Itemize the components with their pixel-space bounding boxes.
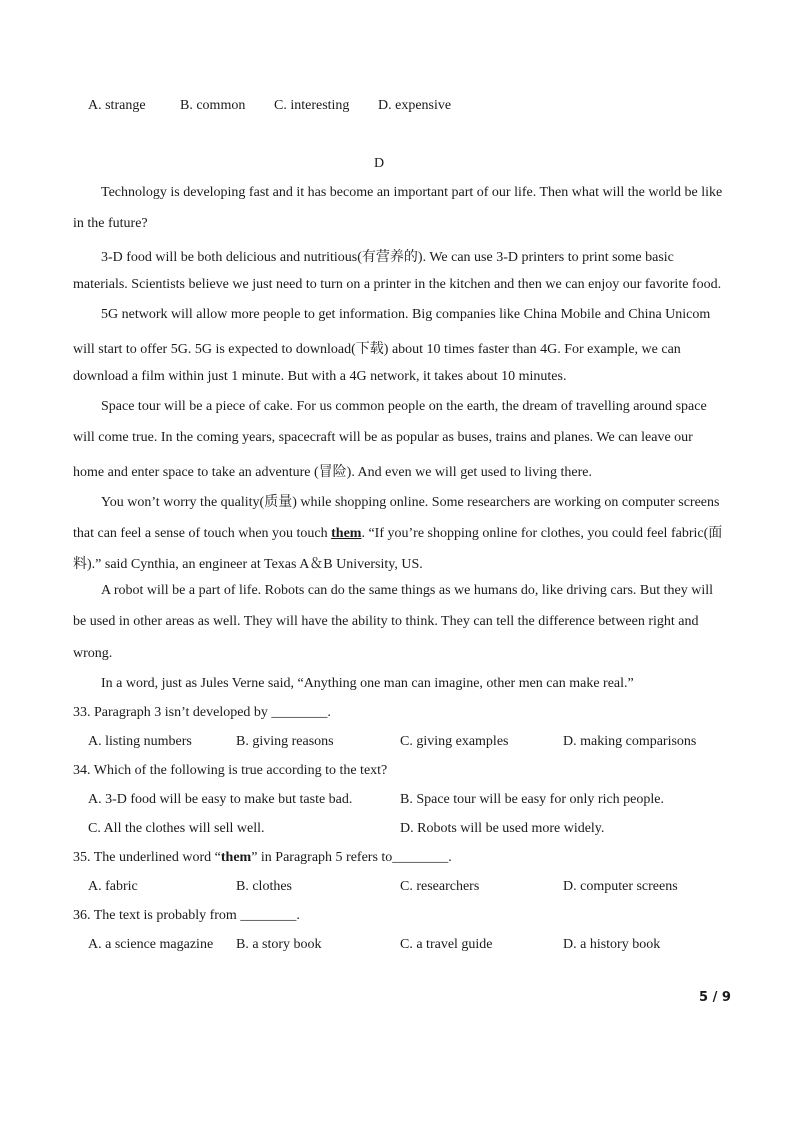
option-d: D. Robots will be used more widely.: [400, 821, 605, 836]
paragraph-2-line-1: 3-D food will be both delicious and nutritious(有营养的). We can use 3-D printers to print some basic: [101, 250, 674, 265]
option-a: A. a science magazine: [88, 937, 214, 952]
question-36-options: [0, 937, 800, 957]
paragraph-5-text: that can feel a sense of touch when you touch: [73, 526, 332, 541]
option-d: D. computer screens: [563, 879, 678, 894]
paragraph-7-line-1: In a word, just as Jules Verne said, “Anything one man can imagine, other men can make real.”: [101, 676, 634, 691]
question-35-stem: [73, 850, 452, 866]
option-b: B. common: [180, 98, 246, 113]
underlined-word: them: [331, 526, 362, 541]
question-33-stem: 33. Paragraph 3 isn’t developed by ________.: [73, 705, 331, 720]
paragraph-6-line-1: A robot will be a part of life. Robots can do the same things as we humans do, like driving cars. But they will: [101, 583, 714, 598]
question-35-text: 35. The underlined word “: [73, 850, 221, 865]
option-c: C. interesting: [274, 98, 350, 113]
paragraph-6-line-3: wrong.: [73, 646, 113, 661]
option-c: C. giving examples: [400, 734, 509, 749]
question-34-stem: 34. Which of the following is true according to the text?: [73, 763, 388, 778]
option-d: D. expensive: [378, 98, 452, 113]
paragraph-3-line-3: download a film within just 1 minute. But with a 4G network, it takes about 10 minutes.: [73, 369, 567, 384]
option-a: A. 3-D food will be easy to make but taste bad.: [88, 792, 353, 807]
question-35-text: ” in Paragraph 5 refers to________.: [251, 850, 452, 865]
option-a: A. fabric: [88, 879, 138, 894]
paragraph-5-line-1: You won’t worry the quality(质量) while shopping online. Some researchers are working on computer screens: [101, 495, 720, 510]
option-b: B. giving reasons: [236, 734, 334, 749]
paragraph-6-line-2: be used in other areas as well. They will have the ability to think. They can tell the difference between right and: [73, 614, 699, 629]
question-33-options: [0, 734, 800, 754]
paragraph-5-line-2: [73, 522, 722, 542]
paragraph-5-line-3: 料).” said Cynthia, an engineer at Texas A＆B University, US.: [73, 557, 423, 572]
option-d: D. a history book: [563, 937, 661, 952]
question-34-options-row-1: [0, 792, 800, 812]
paragraph-5-text: . “If you’re shopping online for clothes, you could feel fabric(面: [361, 526, 723, 541]
option-b: B. Space tour will be easy for only rich people.: [400, 792, 664, 807]
paragraph-2-line-2: materials. Scientists believe we just need to turn on a printer in the kitchen and then we can enjoy our favorite food.: [73, 277, 722, 292]
option-a: A. strange: [88, 98, 146, 113]
question-35-bold-word: them: [220, 850, 252, 865]
option-c: C. a travel guide: [400, 937, 493, 952]
section-heading: D: [374, 156, 385, 171]
option-c: C. All the clothes will sell well.: [88, 821, 265, 836]
question-35-options: [0, 879, 800, 899]
paragraph-1-line-2: in the future?: [73, 216, 148, 231]
question-34-options-row-2: [0, 821, 800, 841]
question-32-options: [0, 98, 800, 118]
paragraph-4-line-2: will come true. In the coming years, spacecraft will be as popular as buses, trains and planes. We can leave our: [73, 430, 693, 445]
page-number: 5 / 9: [699, 990, 731, 1005]
option-d: D. making comparisons: [563, 734, 697, 749]
paragraph-4-line-1: Space tour will be a piece of cake. For us common people on the earth, the dream of travelling around space: [101, 399, 707, 414]
option-c: C. researchers: [400, 879, 480, 894]
option-b: B. clothes: [236, 879, 292, 894]
question-36-stem: 36. The text is probably from ________.: [73, 908, 300, 923]
paragraph-3-line-2: will start to offer 5G. 5G is expected to download(下载) about 10 times faster than 4G. For example, we can: [73, 342, 681, 357]
paragraph-3-line-1: 5G network will allow more people to get information. Big companies like China Mobile and China Unicom: [101, 307, 711, 322]
paragraph-4-line-3: home and enter space to take an adventure (冒险). And even we will get used to living there.: [73, 465, 592, 480]
option-a: A. listing numbers: [88, 734, 192, 749]
option-b: B. a story book: [236, 937, 322, 952]
paragraph-1-line-1: Technology is developing fast and it has become an important part of our life. Then what will the world be like: [101, 185, 723, 200]
